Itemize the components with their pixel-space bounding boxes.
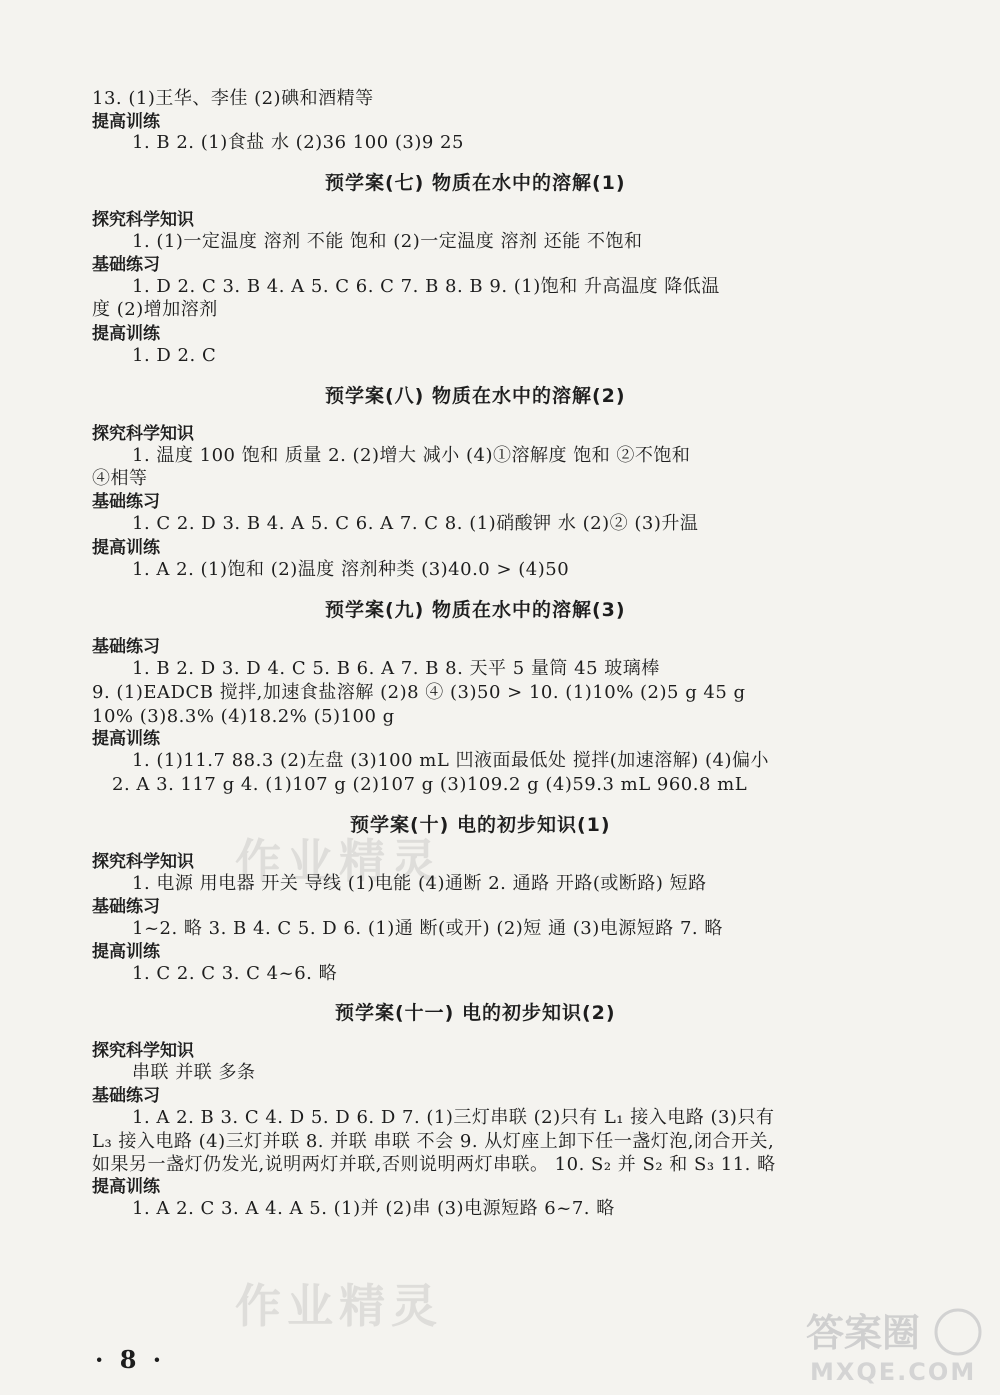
answer-line: 1. C 2. C 3. C 4~6. 略 — [132, 963, 338, 984]
answer-line: 1. 温度 100 饱和 质量 2. (2)增大 减小 (4)①溶解度 饱和 ②不饱和 — [132, 445, 691, 466]
section-label: 提高训练 — [92, 942, 160, 962]
watermark-1: 作业精灵 — [235, 834, 443, 888]
answer-line: 1. (1)11.7 88.3 (2)左盘 (3)100 mL 凹液面最低处 搅拌(加速溶解) (4)偏小 — [132, 750, 770, 771]
answer-line: 1. A 2. (1)饱和 (2)温度 溶剂种类 (3)40.0 > (4)50 — [132, 559, 570, 580]
page-number: · 8 · — [95, 1345, 166, 1374]
section-label: 提高训练 — [92, 538, 160, 558]
section-heading: 预学案(九) 物质在水中的溶解(3) — [325, 599, 626, 621]
answer-line: L₃ 接入电路 (4)三灯并联 8. 并联 串联 不会 9. 从灯座上卸下任一盏灯泡,闭合开关, — [92, 1131, 775, 1152]
section-label: 基础练习 — [92, 1086, 160, 1106]
watermark-2: 作业精灵 — [235, 1279, 443, 1333]
section-heading: 预学案(七) 物质在水中的溶解(1) — [325, 172, 626, 194]
section-label: 基础练习 — [92, 637, 160, 657]
answer-line: 9. (1)EADCB 搅拌,加速食盐溶解 (2)8 ④ (3)50 > 10. (1)10% (2)5 g 45 g — [92, 682, 746, 703]
logo-text: 答案圈 — [806, 1311, 921, 1355]
answer-line: ④相等 — [92, 468, 148, 489]
answer-line: 1. A 2. B 3. C 4. D 5. D 6. D 7. (1)三灯串联 (2)只有 L₁ 接入电路 (3)只有 — [132, 1107, 775, 1128]
answer-line: 1. 电源 用电器 开关 导线 (1)电能 (4)通断 2. 通路 开路(或断路) 短路 — [132, 873, 707, 894]
answer-line: 1. B 2. (1)食盐 水 (2)36 100 (3)9 25 — [132, 132, 464, 153]
site-logo-icon — [798, 1302, 988, 1387]
section-label: 探究科学知识 — [92, 852, 194, 872]
answer-line: 1. D 2. C 3. B 4. A 5. C 6. C 7. B 8. B 9. (1)饱和 升高温度 降低温 — [132, 276, 720, 297]
section-label: 探究科学知识 — [92, 210, 194, 230]
answer-line: 1. A 2. C 3. A 4. A 5. (1)并 (2)串 (3)电源短路 6~7. 略 — [132, 1198, 615, 1219]
answer-line: 1. D 2. C — [132, 345, 217, 366]
section-label: 基础练习 — [92, 492, 160, 512]
section-label: 探究科学知识 — [92, 1041, 194, 1061]
section-label: 提高训练 — [92, 729, 160, 749]
answer-line: 13. (1)王华、李佳 (2)碘和酒精等 — [92, 88, 374, 109]
logo-url: MXQE.COM — [810, 1358, 977, 1386]
section-heading: 预学案(八) 物质在水中的溶解(2) — [325, 385, 626, 407]
answer-line: 10% (3)8.3% (4)18.2% (5)100 g — [92, 706, 395, 727]
answer-line: 串联 并联 多条 — [132, 1062, 256, 1083]
section-label: 提高训练 — [92, 112, 160, 132]
answer-line: 度 (2)增加溶剂 — [92, 299, 218, 320]
section-heading: 预学案(十一) 电的初步知识(2) — [335, 1002, 616, 1024]
answer-line: 2. A 3. 117 g 4. (1)107 g (2)107 g (3)109.2 g (4)59.3 mL 960.8 mL — [112, 774, 748, 795]
section-label: 基础练习 — [92, 255, 160, 275]
answer-line: 1. B 2. D 3. D 4. C 5. B 6. A 7. B 8. 天平 5 量筒 45 玻璃棒 — [132, 658, 660, 679]
answer-line: 如果另一盏灯仍发光,说明两灯并联,否则说明两灯串联。 10. S₂ 并 S₂ 和 S₃ 11. 略 — [92, 1154, 776, 1175]
section-label: 提高训练 — [92, 324, 160, 344]
answer-line: 1. C 2. D 3. B 4. A 5. C 6. A 7. C 8. (1)硝酸钾 水 (2)② (3)升温 — [132, 513, 699, 534]
section-heading: 预学案(十) 电的初步知识(1) — [350, 814, 611, 836]
section-label: 基础练习 — [92, 897, 160, 917]
section-label: 提高训练 — [92, 1177, 160, 1197]
section-label: 探究科学知识 — [92, 424, 194, 444]
answer-line: 1~2. 略 3. B 4. C 5. D 6. (1)通 断(或开) (2)短 通 (3)电源短路 7. 略 — [132, 918, 723, 939]
answer-line: 1. (1)一定温度 溶剂 不能 饱和 (2)一定温度 溶剂 还能 不饱和 — [132, 231, 643, 252]
